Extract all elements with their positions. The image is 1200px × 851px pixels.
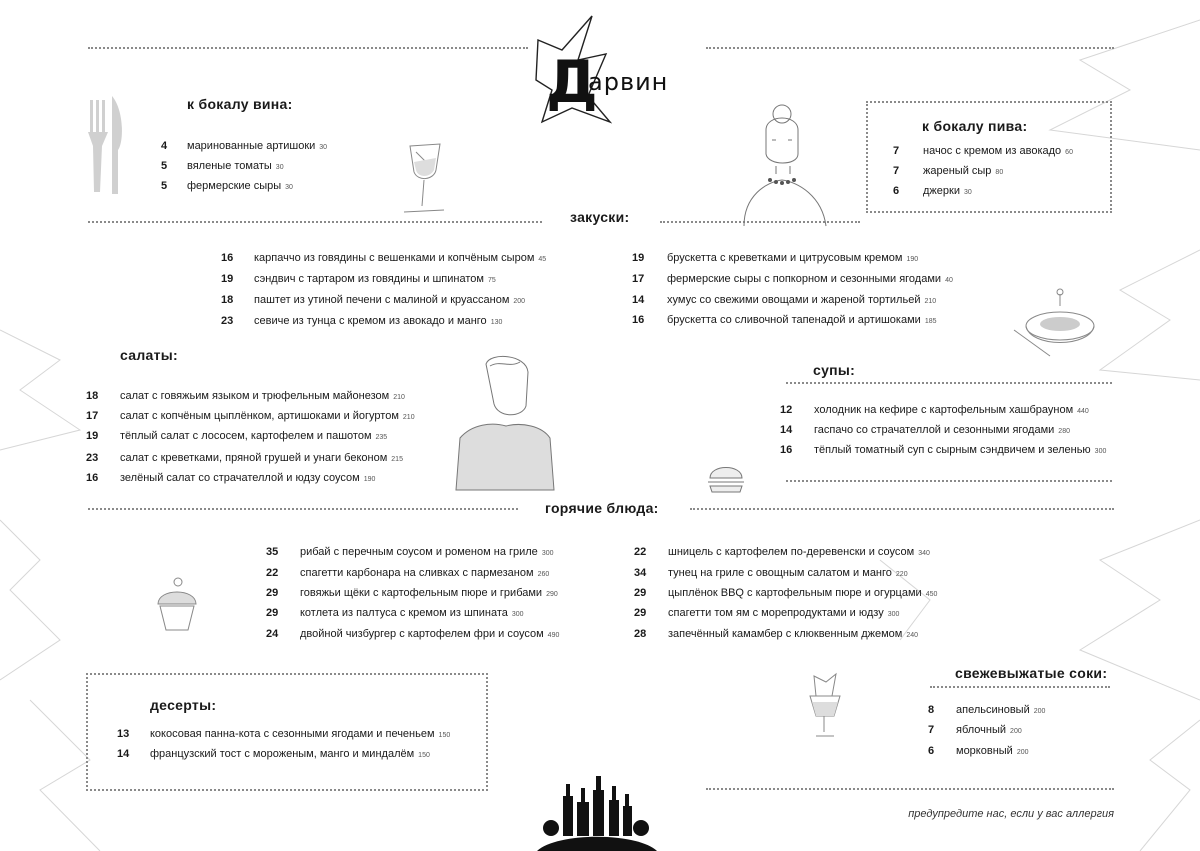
menu-item <box>632 251 918 267</box>
menu-item <box>86 389 405 405</box>
item-name: вяленые томаты <box>187 160 272 172</box>
item-weight: 200 <box>513 298 526 305</box>
menu-item <box>266 627 559 643</box>
item-price: 14 <box>632 294 645 306</box>
menu-item <box>161 179 293 195</box>
menu-item <box>893 144 1073 160</box>
menu-item <box>634 566 908 582</box>
item-price: 16 <box>780 444 793 456</box>
item-price: 17 <box>86 410 99 422</box>
item-price: 6 <box>893 185 900 197</box>
menu-item <box>780 443 1106 459</box>
item-name: паштет из утиной печени с малиной и круассаном <box>254 294 510 306</box>
item-price: 34 <box>634 567 647 579</box>
menu-item <box>632 313 937 329</box>
item-price: 6 <box>928 745 935 757</box>
item-name: холодник на кефире с картофельным хашбрауном <box>814 404 1074 416</box>
menu-item <box>266 566 549 582</box>
item-weight: 150 <box>418 752 430 759</box>
item-name: хумус со свежими овощами и жареной тортильей <box>667 294 921 306</box>
item-name: шницель с картофелем по-деревенски и соусом <box>668 546 915 558</box>
menu-item <box>266 606 524 622</box>
item-name: тёплый салат с лососем, картофелем и пашотом <box>120 430 372 442</box>
divider-top-left <box>88 47 528 49</box>
item-price: 14 <box>117 748 130 760</box>
menu-item <box>221 251 546 267</box>
menu-item <box>634 606 899 622</box>
item-price: 18 <box>86 390 99 402</box>
item-price: 7 <box>893 165 900 177</box>
menu-item <box>117 747 430 763</box>
item-name: джерки <box>923 185 960 197</box>
item-weight: 300 <box>511 611 524 618</box>
menu-item <box>928 703 1045 719</box>
divider-starters-left <box>88 221 542 223</box>
item-name: севиче из тунца с кремом из авокадо и манго <box>254 315 487 327</box>
item-name: салат с копчёным цыплёнком, артишоками и йогуртом <box>120 410 399 422</box>
item-name: зелёный салат со страчателлой и юдзу соусом <box>120 472 360 484</box>
menu-item <box>632 293 936 309</box>
menu-item <box>266 586 558 602</box>
item-weight: 490 <box>547 632 560 639</box>
allergy-note: предупредите нас, если у вас аллергия <box>908 808 1114 820</box>
item-weight: 80 <box>995 169 1004 176</box>
item-price: 29 <box>634 587 647 599</box>
wine-snacks-title: к бокалу вина: <box>187 96 293 112</box>
item-name: апельсиновый <box>956 704 1030 716</box>
item-weight: 300 <box>887 611 900 618</box>
juices-title: свежевыжатые соки: <box>955 665 1108 681</box>
item-weight: 290 <box>546 591 558 598</box>
menu-item <box>266 545 554 561</box>
soups-title: супы: <box>813 362 856 378</box>
item-name: салат с говяжьим языком и трюфельным майонезом <box>120 390 390 402</box>
item-weight: 190 <box>363 476 376 483</box>
item-price: 16 <box>632 314 645 326</box>
divider-footer <box>706 788 1114 790</box>
item-name: брускетта с креветками и цитрусовым кремом <box>667 252 903 264</box>
menu-item <box>221 293 525 309</box>
item-weight: 300 <box>541 550 554 557</box>
item-name: яблочный <box>956 724 1007 736</box>
item-weight: 260 <box>537 571 550 578</box>
item-price: 19 <box>632 252 645 264</box>
item-price: 7 <box>928 724 935 736</box>
item-weight: 340 <box>918 550 930 557</box>
menu-item <box>221 272 496 288</box>
item-price: 14 <box>780 424 793 436</box>
item-price: 23 <box>86 452 99 464</box>
item-weight: 450 <box>925 591 938 598</box>
juice-glass-icon <box>800 672 850 742</box>
menu-item <box>634 586 937 602</box>
item-name: говяжьи щёки с картофельным пюре и грибами <box>300 587 543 599</box>
item-name: рибай с перечным соусом и роменом на гриле <box>300 546 538 558</box>
item-name: морковный <box>956 745 1013 757</box>
item-name: фермерские сыры <box>187 180 282 192</box>
item-weight: 75 <box>487 277 496 284</box>
divider-mains-right <box>690 508 1114 510</box>
item-name: карпаччо из говядины с вешенками и копчёным сыром <box>254 252 535 264</box>
item-weight: 210 <box>402 414 415 421</box>
item-weight: 200 <box>1016 749 1029 756</box>
divider-soups-bottom <box>786 480 1112 482</box>
item-price: 23 <box>221 315 234 327</box>
item-weight: 30 <box>963 189 972 196</box>
item-weight: 30 <box>285 184 293 191</box>
item-name: начос с кремом из авокадо <box>923 145 1062 157</box>
menu-item <box>928 744 1029 760</box>
menu-item <box>634 545 930 561</box>
item-name: запечённый камамбер с клюквенным джемом <box>668 628 903 640</box>
menu-item <box>86 451 403 467</box>
divider-soups <box>786 382 1112 384</box>
menu-item <box>893 184 972 200</box>
desserts-title: десерты: <box>150 697 217 713</box>
menu-item <box>928 723 1022 739</box>
item-weight: 240 <box>906 632 919 639</box>
item-weight: 60 <box>1065 149 1073 156</box>
item-name: сэндвич с тартаром из говядины и шпинатом <box>254 273 484 285</box>
item-name: котлета из палтуса с кремом из шпината <box>300 607 508 619</box>
menu-item <box>780 403 1089 419</box>
item-price: 19 <box>86 430 99 442</box>
item-name: цыплёнок BBQ с картофельным пюре и огурцами <box>668 587 922 599</box>
cutlery-icon <box>84 92 134 202</box>
item-name: салат с креветками, пряной грушей и унаги беконом <box>120 452 388 464</box>
item-weight: 40 <box>945 277 953 284</box>
item-price: 8 <box>928 704 935 716</box>
item-price: 12 <box>780 404 793 416</box>
item-name: гаспачо со страчателлой и сезонными ягодами <box>814 424 1055 436</box>
item-price: 7 <box>893 145 900 157</box>
item-weight: 210 <box>924 298 937 305</box>
mains-title: горячие блюда: <box>545 500 659 516</box>
logo-name: арвин <box>588 68 669 96</box>
item-price: 4 <box>161 140 168 152</box>
menu-item <box>86 471 375 487</box>
menu-item <box>86 429 387 445</box>
menu-item <box>117 727 450 743</box>
soup-bowl-icon <box>1010 286 1100 366</box>
item-price: 29 <box>634 607 647 619</box>
menu-item <box>632 272 953 288</box>
beer-snacks-title: к бокалу пива: <box>922 118 1028 134</box>
divider-juices <box>930 686 1110 688</box>
item-name: спагетти карбонара на сливках с пармезаном <box>300 567 534 579</box>
woman-portrait-icon <box>736 100 836 230</box>
menu-item <box>893 164 1003 180</box>
menu-item <box>161 139 327 155</box>
item-price: 5 <box>161 180 168 192</box>
item-weight: 280 <box>1058 428 1070 435</box>
man-portrait-icon <box>450 352 560 492</box>
item-name: спагетти том ям с морепродуктами и юдзу <box>668 607 884 619</box>
item-name: фермерские сыры с попкорном и сезонными ягодами <box>667 273 942 285</box>
item-name: тунец на гриле с овощным салатом и манго <box>668 567 892 579</box>
divider-top-right <box>706 47 1114 49</box>
item-weight: 185 <box>924 318 937 325</box>
item-price: 35 <box>266 546 279 558</box>
item-weight: 150 <box>438 732 451 739</box>
item-price: 22 <box>634 546 647 558</box>
item-weight: 30 <box>319 144 328 151</box>
menu-item <box>780 423 1070 439</box>
menu-item <box>86 409 415 425</box>
item-weight: 130 <box>490 319 503 326</box>
item-name: брускетта со сливочной тапенадой и артишоками <box>667 314 921 326</box>
item-weight: 30 <box>275 164 284 171</box>
menu-item <box>161 159 284 175</box>
item-price: 29 <box>266 607 279 619</box>
menu-item <box>221 314 502 330</box>
item-name: двойной чизбургер с картофелем фри и соусом <box>300 628 544 640</box>
item-weight: 200 <box>1033 708 1046 715</box>
item-price: 22 <box>266 567 279 579</box>
starters-title: закуски: <box>570 209 630 225</box>
wine-glass-icon <box>400 140 460 220</box>
item-weight: 300 <box>1094 448 1107 455</box>
item-weight: 220 <box>895 571 908 578</box>
item-price: 16 <box>221 252 234 264</box>
item-price: 29 <box>266 587 279 599</box>
item-price: 28 <box>634 628 647 640</box>
burger-icon <box>706 462 746 496</box>
item-name: маринованные артишоки <box>187 140 316 152</box>
item-weight: 45 <box>538 256 547 263</box>
item-weight: 440 <box>1077 408 1089 415</box>
bottles-skyline-icon <box>537 776 657 851</box>
divider-mains-left <box>88 508 518 510</box>
item-name: тёплый томатный суп с сырным сэндвичем и зеленью <box>814 444 1091 456</box>
item-weight: 190 <box>906 256 919 263</box>
item-price: 16 <box>86 472 99 484</box>
item-price: 5 <box>161 160 168 172</box>
cupcake-icon <box>152 576 202 636</box>
menu-item <box>634 627 918 643</box>
item-price: 17 <box>632 273 645 285</box>
item-price: 24 <box>266 628 279 640</box>
item-price: 13 <box>117 728 130 740</box>
item-weight: 200 <box>1010 728 1022 735</box>
logo-letter: Д <box>546 48 598 116</box>
item-name: французский тост с мороженым, манго и миндалём <box>150 748 415 760</box>
salads-title: салаты: <box>120 347 178 363</box>
item-name: кокосовая панна-кота с сезонными ягодами и печеньем <box>150 728 435 740</box>
item-weight: 215 <box>391 456 403 463</box>
item-price: 18 <box>221 294 234 306</box>
item-price: 19 <box>221 273 234 285</box>
item-weight: 235 <box>375 434 388 441</box>
item-name: жареный сыр <box>923 165 992 177</box>
item-weight: 210 <box>393 394 405 401</box>
